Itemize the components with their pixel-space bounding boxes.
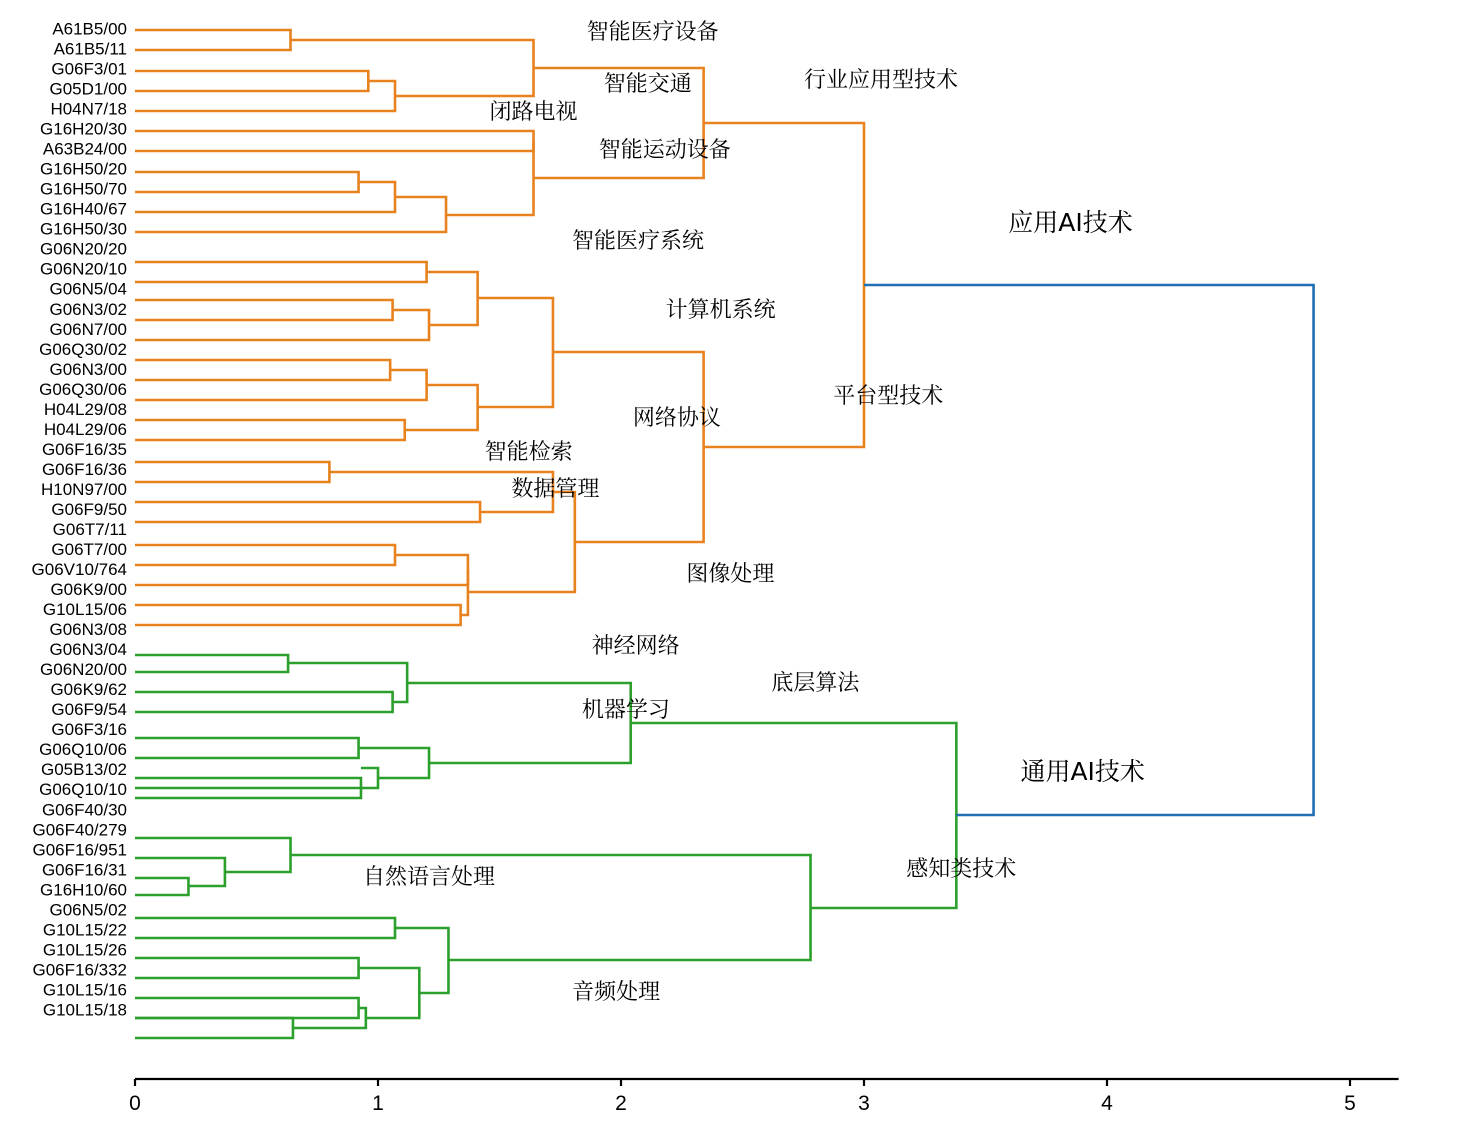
leaf-label: G06Q10/06 xyxy=(39,740,127,760)
dendrogram-link xyxy=(135,30,291,50)
leaf-label: G16H50/70 xyxy=(40,179,127,199)
leaf-label: G05B13/02 xyxy=(40,760,127,780)
leaf-label: G06N3/02 xyxy=(49,299,127,319)
dendrogram-link xyxy=(359,748,429,778)
dendrogram-link xyxy=(135,605,461,625)
dendrogram-link xyxy=(135,545,395,565)
dendrogram-link xyxy=(135,197,446,232)
leaf-label: G06Q30/02 xyxy=(39,339,127,359)
dendrogram-link xyxy=(135,71,368,91)
leaf-label: G06K9/00 xyxy=(50,580,127,600)
leaf-label: G06F16/36 xyxy=(41,459,127,479)
leaf-label: G10L15/22 xyxy=(42,920,127,940)
cluster-label: 图像处理 xyxy=(686,562,775,587)
leaf-label: G06F16/332 xyxy=(32,960,127,980)
leaf-label: G06F16/951 xyxy=(32,840,127,860)
leaf-label: A61B5/00 xyxy=(52,19,127,39)
cluster-label: 数据管理 xyxy=(511,477,600,502)
cluster-label: 感知类技术 xyxy=(906,857,1017,882)
dendrogram-link xyxy=(135,81,395,111)
leaf-label: G06F16/35 xyxy=(41,439,127,459)
leaf-label: G16H20/30 xyxy=(40,119,127,139)
x-axis-tick-label: 0 xyxy=(129,1092,141,1115)
leaf-label: G06F40/279 xyxy=(32,820,127,840)
leaf-label: G06N20/20 xyxy=(40,239,127,259)
dendrogram-link xyxy=(864,285,1314,815)
leaf-label: G10L15/16 xyxy=(42,980,127,1000)
leaf-label: H04L29/08 xyxy=(43,399,127,419)
dendrogram-link xyxy=(135,692,393,712)
dendrogram-link xyxy=(135,738,359,758)
dendrogram-link xyxy=(135,131,534,151)
cluster-label: 应用AI技术 xyxy=(1008,208,1133,237)
dendrogram-link xyxy=(135,300,393,320)
leaf-label: G06N7/00 xyxy=(49,319,127,339)
cluster-label: 通用AI技术 xyxy=(1020,757,1145,786)
leaf-label: G06N20/10 xyxy=(40,259,127,279)
dendrogram-link xyxy=(135,262,427,282)
dendrogram-link xyxy=(478,298,553,407)
cluster-label: 智能检索 xyxy=(484,440,573,465)
dendrogram-link xyxy=(135,655,288,672)
dendrogram-link xyxy=(135,858,225,886)
dendrogram-link xyxy=(135,878,188,895)
dendrogram-link xyxy=(135,918,395,938)
leaf-label: G06N5/02 xyxy=(49,900,127,920)
cluster-label: 行业应用型技术 xyxy=(804,68,959,93)
cluster-label: 智能交通 xyxy=(603,72,692,97)
dendrogram-link xyxy=(405,385,478,430)
dendrogram-link xyxy=(135,502,480,522)
leaf-label: A63B24/00 xyxy=(42,139,127,159)
cluster-label: 音频处理 xyxy=(572,980,661,1005)
dendrogram-link xyxy=(135,958,359,978)
dendrogram-link xyxy=(135,998,359,1018)
dendrogram-link xyxy=(427,272,478,325)
cluster-label: 机器学习 xyxy=(581,698,670,723)
leaf-label: G10L15/06 xyxy=(42,600,127,620)
dendrogram-link xyxy=(291,40,534,96)
dendrogram-link xyxy=(135,555,468,585)
x-axis-tick-label: 1 xyxy=(372,1092,384,1115)
dendrogram-link xyxy=(135,1018,293,1038)
cluster-label: 底层算法 xyxy=(771,671,860,696)
leaf-label: G06F3/16 xyxy=(51,720,127,740)
leaf-label: H10N97/00 xyxy=(40,479,127,499)
leaf-label: G06T7/00 xyxy=(51,540,127,560)
leaf-label: G06T7/11 xyxy=(52,519,127,539)
dendrogram-link xyxy=(468,492,575,592)
leaf-label: G06N20/00 xyxy=(40,660,127,680)
dendrogram-link xyxy=(135,310,429,340)
leaf-label: G06Q30/06 xyxy=(39,379,127,399)
leaf-label: G06F9/54 xyxy=(51,700,127,720)
dendrogram-link xyxy=(135,172,359,192)
cluster-label: 网络协议 xyxy=(632,406,721,431)
leaf-label: G16H50/30 xyxy=(40,219,127,239)
dendrogram-link xyxy=(135,360,390,380)
dendrogram-link xyxy=(288,663,407,702)
x-axis-tick-label: 3 xyxy=(858,1092,870,1115)
leaf-label: G06V10/764 xyxy=(31,560,127,580)
leaf-label: H04N7/18 xyxy=(50,99,127,119)
cluster-label: 闭路电视 xyxy=(489,100,578,125)
leaf-label: G06F16/31 xyxy=(41,860,127,880)
leaf-label: G06K9/62 xyxy=(50,680,127,700)
leaf-label: H04L29/06 xyxy=(43,419,127,439)
leaf-label: G16H40/67 xyxy=(40,199,127,219)
leaf-label: G10L15/18 xyxy=(42,1000,127,1020)
x-axis-tick-label: 2 xyxy=(615,1092,627,1115)
leaf-label: G06N5/04 xyxy=(49,279,127,299)
dendrogram-link xyxy=(407,683,631,763)
dendrogram-link xyxy=(135,182,395,212)
leaf-label: G06N3/08 xyxy=(49,620,127,640)
leaf-label: G06F3/01 xyxy=(51,59,127,79)
cluster-label: 智能运动设备 xyxy=(598,138,731,163)
cluster-label: 智能医疗系统 xyxy=(572,229,705,254)
leaf-label: G06F40/30 xyxy=(41,800,127,820)
leaf-label: G16H50/20 xyxy=(40,159,127,179)
cluster-label: 智能医疗设备 xyxy=(586,20,719,45)
x-axis-tick-label: 4 xyxy=(1101,1092,1113,1115)
leaf-label: G06N3/00 xyxy=(49,359,127,379)
cluster-label: 神经网络 xyxy=(591,634,680,659)
cluster-label: 计算机系统 xyxy=(665,298,776,323)
dendrogram-link xyxy=(135,838,291,872)
leaf-label: A61B5/11 xyxy=(53,39,127,59)
x-axis-tick-label: 5 xyxy=(1344,1092,1356,1115)
leaf-label: G06Q10/10 xyxy=(39,780,127,800)
dendrogram-link xyxy=(359,968,420,1018)
leaf-label: G06N3/04 xyxy=(49,640,127,660)
leaf-label: G05D1/00 xyxy=(49,79,127,99)
leaf-label: G10L15/26 xyxy=(42,940,127,960)
leaf-label: G16H10/60 xyxy=(40,880,127,900)
dendrogram-link xyxy=(395,928,448,993)
dendrogram-link xyxy=(135,370,427,400)
dendrogram-link xyxy=(135,462,329,482)
cluster-label: 自然语言处理 xyxy=(363,865,496,890)
leaf-label: G06F9/50 xyxy=(51,499,127,519)
cluster-label: 平台型技术 xyxy=(833,384,944,409)
dendrogram-link xyxy=(135,420,405,440)
